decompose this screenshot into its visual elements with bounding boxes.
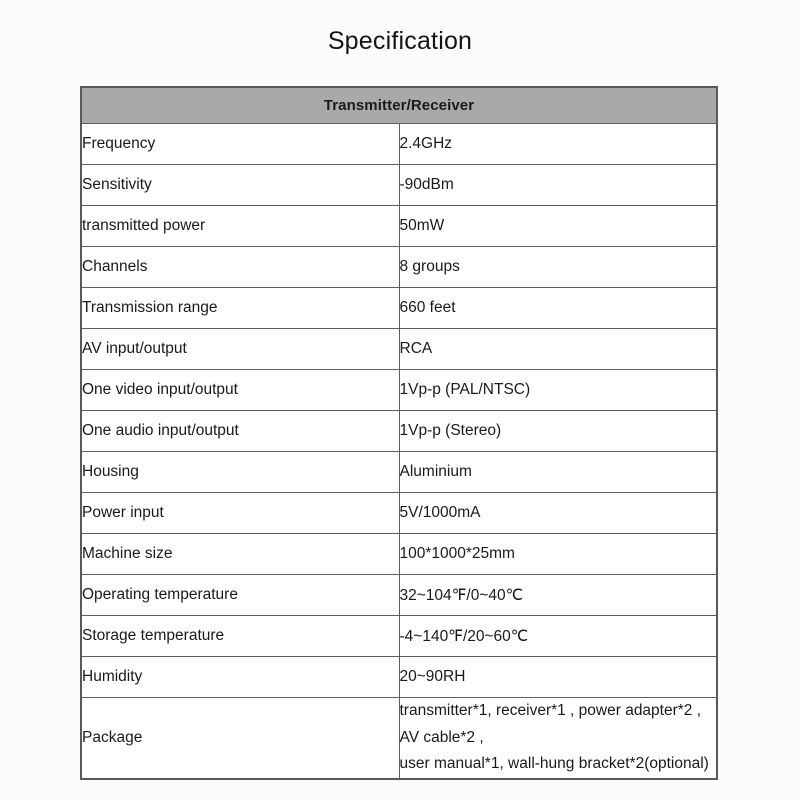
row-label: Sensitivity [81, 165, 399, 206]
table-row [81, 329, 717, 370]
row-label: Frequency [81, 124, 399, 165]
row-label: AV input/output [81, 329, 399, 370]
row-label: Operating temperature [81, 575, 399, 616]
row-value: 1Vp-p (Stereo) [399, 411, 717, 452]
row-label: Power input [81, 493, 399, 534]
row-label: Humidity [81, 657, 399, 698]
row-value: 8 groups [399, 247, 717, 288]
table-header-row [81, 87, 717, 124]
table-row [81, 124, 717, 165]
table-row [81, 534, 717, 575]
table-row [81, 411, 717, 452]
table-row [81, 247, 717, 288]
row-label: One video input/output [81, 370, 399, 411]
row-label: Storage temperature [81, 616, 399, 657]
row-label: transmitted power [81, 206, 399, 247]
row-label: Package [81, 698, 399, 779]
row-label: Transmission range [81, 288, 399, 329]
table-row [81, 206, 717, 247]
row-label: Channels [81, 247, 399, 288]
row-value [399, 698, 717, 779]
row-value: 20~90RH [399, 657, 717, 698]
package-line-1: transmitter*1, receiver*1 , power adapter*2 , AV cable*2 , [399, 702, 702, 746]
row-value: Aluminium [399, 452, 717, 493]
row-label: Machine size [81, 534, 399, 575]
table-row [81, 493, 717, 534]
page-title: Specification [327, 27, 473, 55]
specification-table [80, 86, 718, 780]
row-value: 100*1000*25mm [399, 534, 717, 575]
row-value: 50mW [399, 206, 717, 247]
row-value: -4~140℉/20~60℃ [399, 616, 717, 657]
row-value: 5V/1000mA [399, 493, 717, 534]
row-value: RCA [399, 329, 717, 370]
row-label: One audio input/output [81, 411, 399, 452]
row-value: 2.4GHz [399, 124, 717, 165]
table-row [81, 452, 717, 493]
row-value: -90dBm [399, 165, 717, 206]
package-line-2: user manual*1, wall-hung bracket*2(optional) [399, 755, 709, 773]
table-row [81, 288, 717, 329]
row-value: 32~104℉/0~40℃ [399, 575, 717, 616]
table-row-package [81, 698, 717, 779]
row-label: Housing [81, 452, 399, 493]
row-value: 1Vp-p (PAL/NTSC) [399, 370, 717, 411]
table-row [81, 370, 717, 411]
table-row [81, 657, 717, 698]
table-header-title: Transmitter/Receiver [81, 87, 717, 124]
table-row [81, 165, 717, 206]
table-row [81, 616, 717, 657]
row-value: 660 feet [399, 288, 717, 329]
table-row [81, 575, 717, 616]
